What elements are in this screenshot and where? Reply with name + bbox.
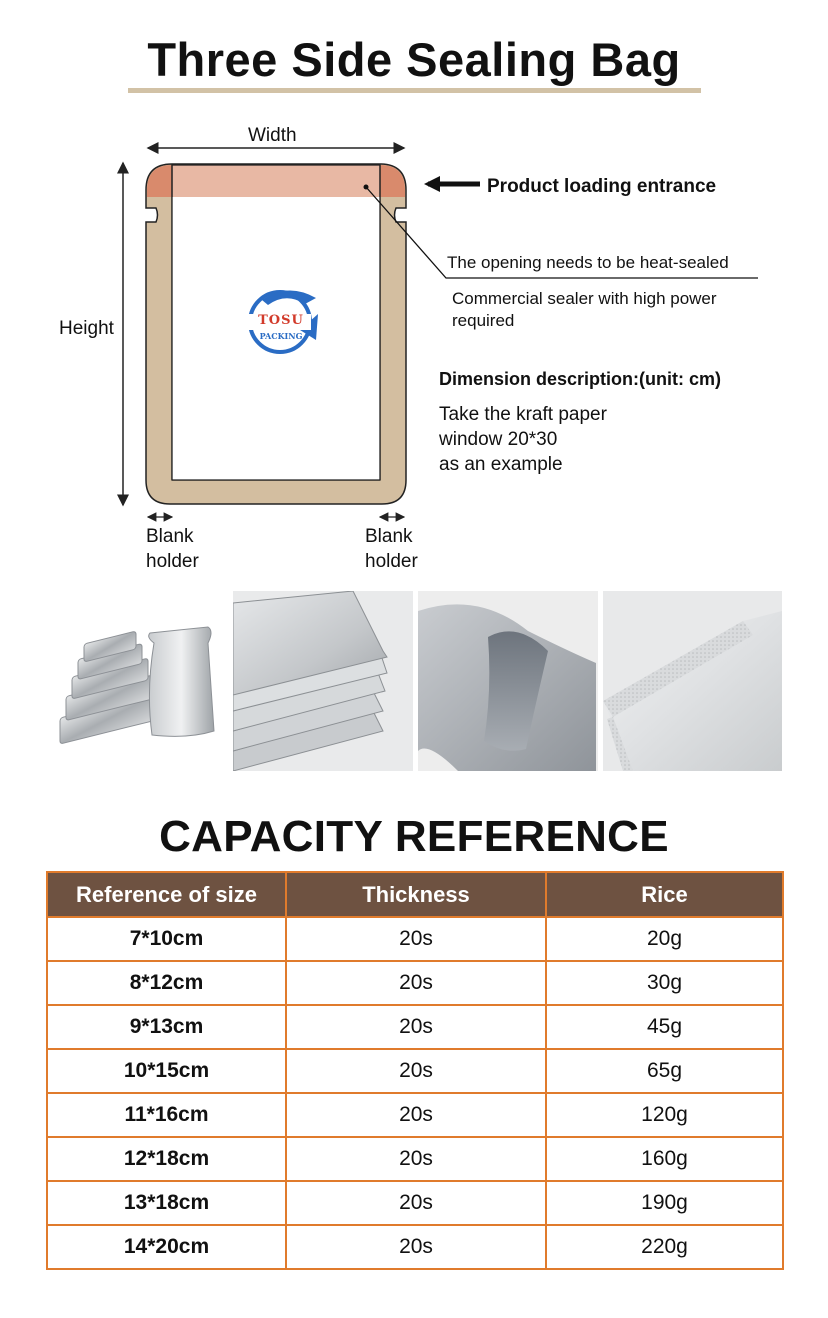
rice-cell: 45g bbox=[546, 1005, 783, 1049]
size-cell: 8*12cm bbox=[47, 961, 286, 1005]
table-row bbox=[47, 917, 783, 961]
table-row bbox=[47, 1093, 783, 1137]
size-cell: 7*10cm bbox=[47, 917, 286, 961]
blank-holder-right-line2: holder bbox=[365, 551, 418, 572]
thickness-cell: 20s bbox=[286, 1137, 546, 1181]
example-line1: Take the kraft paper bbox=[439, 404, 607, 425]
product-photo-open bbox=[418, 591, 598, 771]
thickness-cell: 20s bbox=[286, 961, 546, 1005]
sealer-note-line1: Commercial sealer with high power bbox=[452, 289, 717, 308]
product-photo-flat bbox=[233, 591, 413, 771]
logo-text-top: TOSU bbox=[258, 313, 304, 328]
thickness-cell: 20s bbox=[286, 1225, 546, 1269]
height-label: Height bbox=[59, 318, 114, 339]
entrance-label: Product loading entrance bbox=[487, 176, 717, 197]
rice-cell: 30g bbox=[546, 961, 783, 1005]
size-cell: 12*18cm bbox=[47, 1137, 286, 1181]
size-cell: 11*16cm bbox=[47, 1093, 286, 1137]
rice-cell: 220g bbox=[546, 1225, 783, 1269]
rice-cell: 160g bbox=[546, 1137, 783, 1181]
header-thickness: Thickness bbox=[286, 872, 546, 917]
example-line2: window 20*30 bbox=[439, 429, 558, 450]
thickness-cell: 20s bbox=[286, 1093, 546, 1137]
table-row bbox=[47, 1049, 783, 1093]
page-title: Three Side Sealing Bag bbox=[147, 33, 681, 86]
capacity-title: CAPACITY REFERENCE bbox=[159, 812, 669, 861]
table-row bbox=[47, 1137, 783, 1181]
size-cell: 13*18cm bbox=[47, 1181, 286, 1225]
thickness-cell: 20s bbox=[286, 917, 546, 961]
capacity-table bbox=[46, 871, 784, 1270]
rice-cell: 120g bbox=[546, 1093, 783, 1137]
table-row bbox=[47, 1225, 783, 1269]
size-cell: 10*15cm bbox=[47, 1049, 286, 1093]
rice-cell: 20g bbox=[546, 917, 783, 961]
blank-holder-right-line1: Blank bbox=[365, 526, 413, 547]
table-header-row bbox=[47, 872, 783, 917]
product-photo-closeup bbox=[603, 591, 782, 771]
width-label: Width bbox=[248, 125, 297, 146]
product-photo-stack bbox=[48, 591, 228, 771]
table-row bbox=[47, 961, 783, 1005]
size-cell: 14*20cm bbox=[47, 1225, 286, 1269]
heat-seal-note: The opening needs to be heat-sealed bbox=[447, 253, 729, 272]
thickness-cell: 20s bbox=[286, 1049, 546, 1093]
blank-holder-left-line1: Blank bbox=[146, 526, 194, 547]
title-underline bbox=[128, 88, 701, 93]
thickness-cell: 20s bbox=[286, 1005, 546, 1049]
rice-cell: 190g bbox=[546, 1181, 783, 1225]
example-line3: as an example bbox=[439, 454, 563, 475]
dimension-title: Dimension description:(unit: cm) bbox=[439, 369, 722, 389]
logo-text-bottom: PACKING bbox=[259, 331, 303, 341]
table-row bbox=[47, 1005, 783, 1049]
thickness-cell: 20s bbox=[286, 1181, 546, 1225]
table-row bbox=[47, 1181, 783, 1225]
product-photo-strip bbox=[0, 591, 828, 771]
rice-cell: 65g bbox=[546, 1049, 783, 1093]
header-rice: Rice bbox=[546, 872, 783, 917]
blank-holder-left-line2: holder bbox=[146, 551, 199, 572]
header-size: Reference of size bbox=[47, 872, 286, 917]
size-cell: 9*13cm bbox=[47, 1005, 286, 1049]
sealer-note-line2: required bbox=[452, 311, 515, 330]
